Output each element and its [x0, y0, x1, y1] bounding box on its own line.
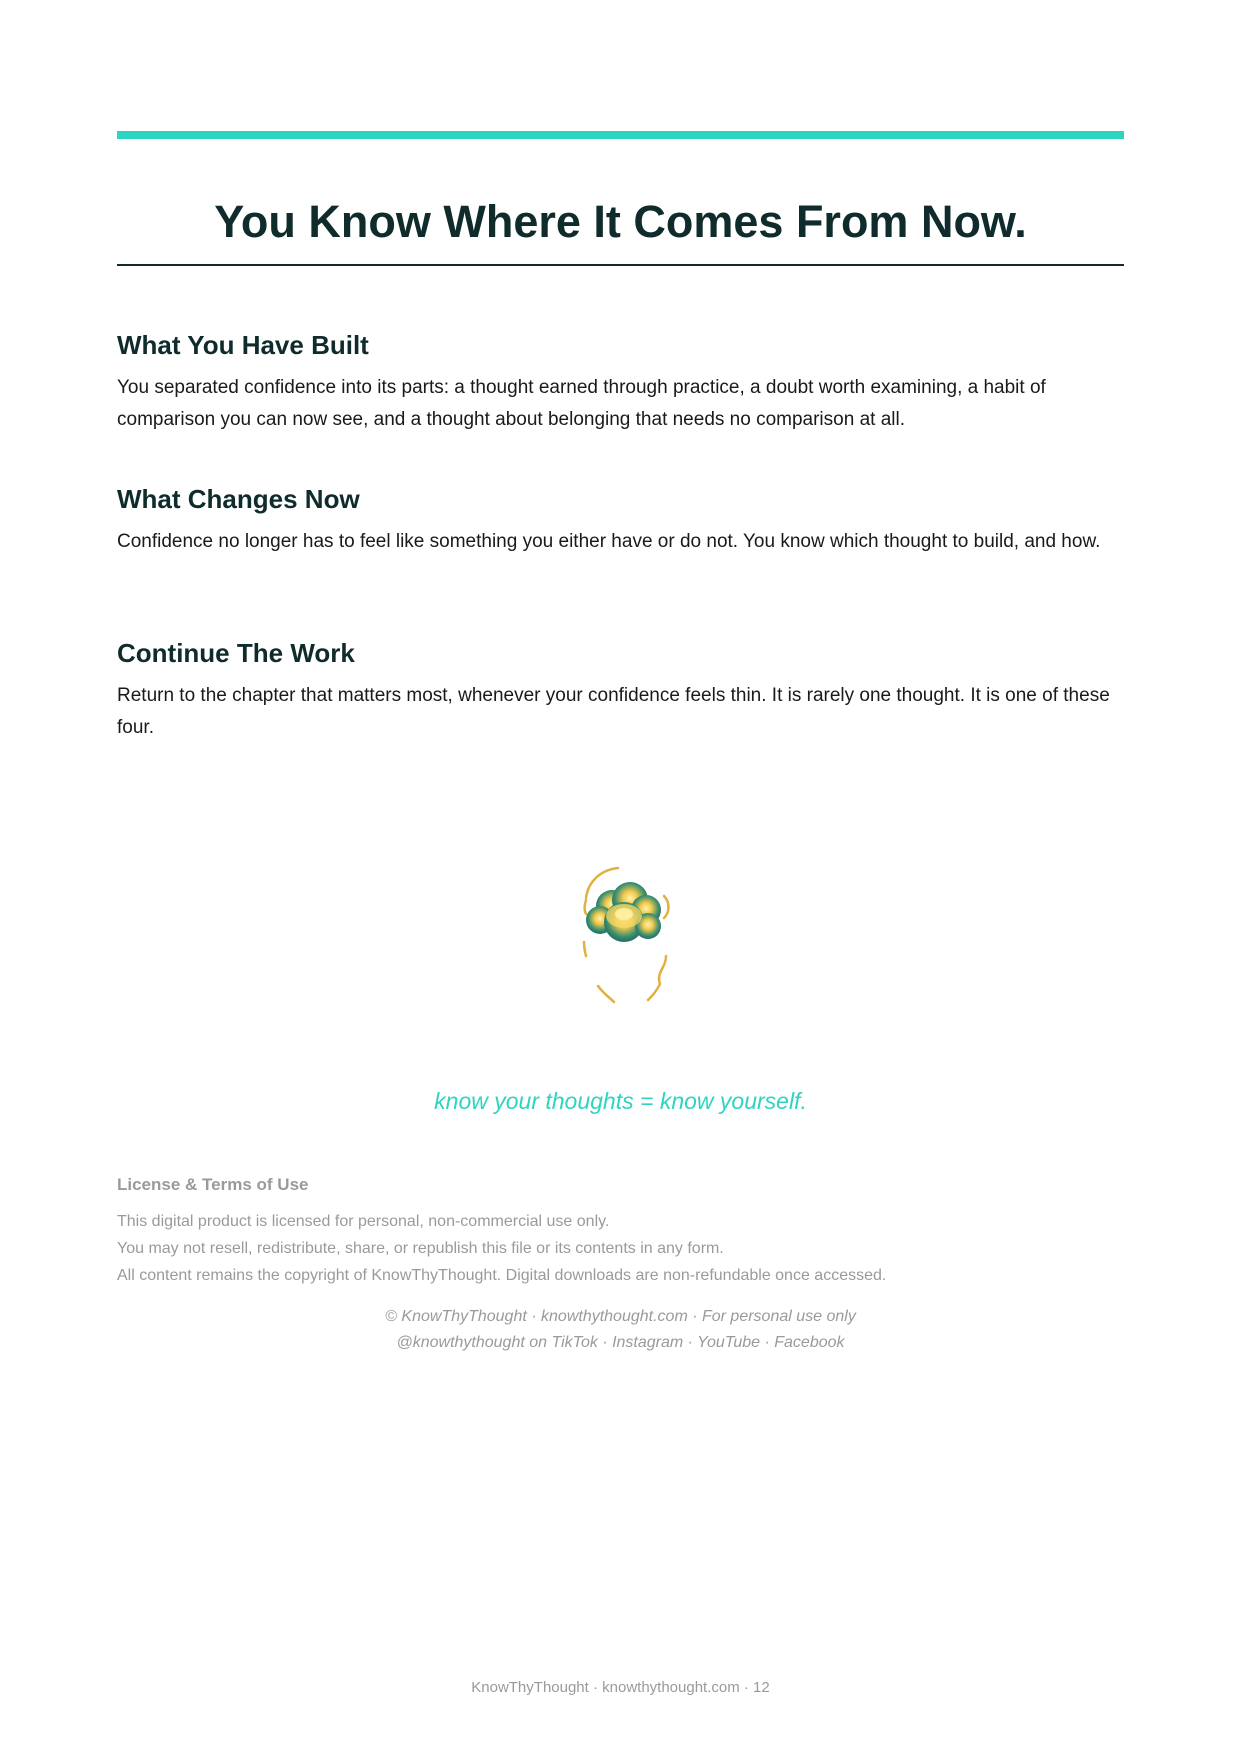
copyright-block	[117, 1304, 1124, 1356]
title-divider	[117, 264, 1124, 266]
tagline: know your thoughts = know yourself.	[434, 1088, 807, 1114]
head-with-glowing-cloud-icon	[560, 860, 680, 1025]
section-heading: What Changes Now	[117, 484, 360, 514]
copyright-line: © KnowThyThought · knowthythought.com · For personal use only	[385, 1308, 856, 1325]
logo-graphic	[560, 860, 680, 1025]
page-footer: KnowThyThought · knowthythought.com · 12	[471, 1679, 770, 1696]
license-line: All content remains the copyright of KnowThyThought. Digital downloads are non-refundable once accessed.	[117, 1267, 887, 1284]
license-line: You may not resell, redistribute, share, or republish this file or its contents in any form.	[117, 1240, 724, 1257]
section-heading: What You Have Built	[117, 330, 369, 360]
section-body: Return to the chapter that matters most, whenever your confidence feels thin. It is rarely one thought. It is one of these four.	[117, 685, 1110, 738]
section-heading: Continue The Work	[117, 638, 355, 668]
cloud-shape	[586, 882, 661, 942]
license-block	[117, 1172, 1124, 1289]
section-body: You separated confidence into its parts: a thought earned through practice, a doubt worth examining, a habit of comparison you can now see, and a thought about belonging that needs no comparison at all.	[117, 377, 1046, 430]
social-line: @knowthythought on TikTok · Instagram · YouTube · Facebook	[396, 1334, 845, 1351]
section-body: Confidence no longer has to feel like something you either have or do not. You know which thought to build, and how.	[117, 531, 1101, 552]
section-what-you-have-built	[117, 328, 1124, 436]
section-what-changes-now	[117, 482, 1124, 558]
section-continue-the-work	[117, 636, 1124, 744]
top-accent-rule	[117, 131, 1124, 139]
license-line: This digital product is licensed for personal, non-commercial use only.	[117, 1213, 610, 1230]
page-title: You Know Where It Comes From Now.	[214, 196, 1027, 247]
license-heading: License & Terms of Use	[117, 1175, 309, 1194]
